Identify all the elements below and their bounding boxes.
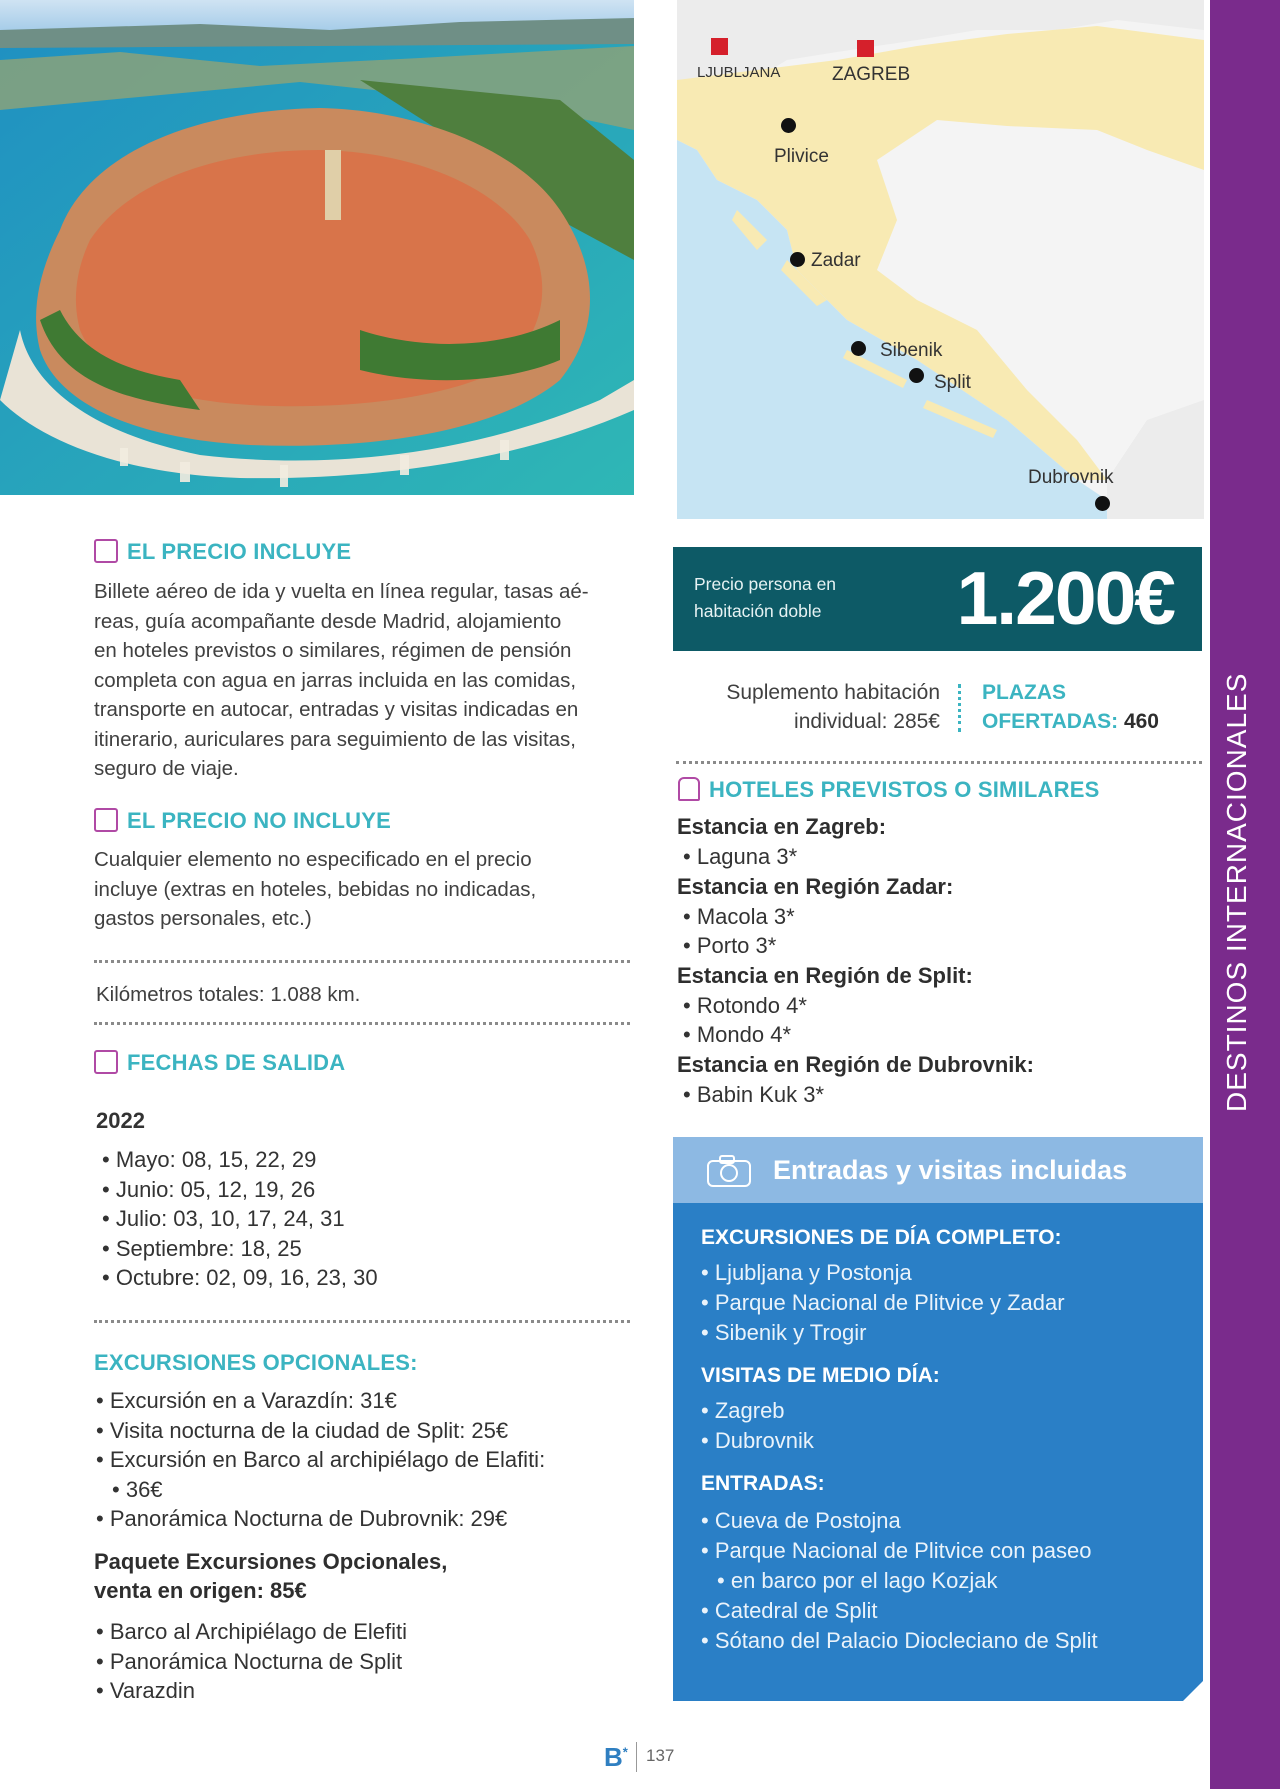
supplement-info (680, 678, 940, 736)
departures-title-row (94, 1050, 345, 1076)
brand-mark: * (622, 1744, 628, 1760)
included-title-row (94, 539, 351, 565)
page-number: 137 (646, 1746, 675, 1765)
list-item: • Excursión en Barco al archipiélago de Elafiti: (96, 1445, 636, 1475)
list-item: • Varazdin (96, 1676, 407, 1706)
city-dot (781, 118, 796, 133)
optional-title: EXCURSIONES OPCIONALES: (94, 1350, 418, 1375)
included-title: EL PRECIO INCLUYE (127, 539, 352, 564)
hotels-title: HOTELES PREVISTOS O SIMILARES (709, 777, 1100, 802)
list-item: • Octubre: 02, 09, 16, 23, 30 (102, 1263, 378, 1293)
list-item: • Barco al Archipiélago de Elefiti (96, 1617, 407, 1647)
town-aerial-image (0, 0, 634, 495)
camera-icon (706, 1154, 752, 1188)
list-item: • Babin Kuk 3* (683, 1080, 1034, 1110)
city-dot (790, 252, 805, 267)
hotel-group-items (677, 842, 1034, 872)
included-line: en hoteles previstos o similares, régimen de pensión (94, 639, 572, 662)
hotel-icon (678, 777, 700, 801)
list-item: • Dubrovnik (701, 1426, 1191, 1456)
list-item: • Porto 3* (683, 931, 1034, 961)
map-label-ljubljana: LJUBLJANA (697, 64, 781, 81)
list-item-text: en barco por el lago Kozjak (730, 1568, 998, 1593)
route-map (677, 0, 1204, 519)
package-heading-line: venta en origen: 85€ (94, 1578, 307, 1603)
brand-letter: B (604, 1742, 623, 1772)
list-item: • Parque Nacional de Plitvice con paseo (701, 1536, 1191, 1566)
box-corner-notch (1183, 1681, 1203, 1701)
list-item: • Laguna 3* (683, 842, 1034, 872)
plazas-value: 460 (1123, 710, 1159, 733)
not-included-title: EL PRECIO NO INCLUYE (127, 808, 391, 833)
price-box (673, 547, 1202, 651)
list-item: • Septiembre: 18, 25 (102, 1234, 378, 1264)
list-item: • Zagreb (701, 1396, 1191, 1426)
map-label-zadar: Zadar (811, 250, 861, 271)
divider (94, 1022, 630, 1025)
hotel-group-heading: Estancia en Región de Split: (677, 962, 973, 988)
divider (958, 684, 961, 732)
price-caption-line: Precio persona en (694, 574, 837, 594)
hotels-title-row (678, 777, 1099, 803)
half-day-title: VISITAS DE MEDIO DÍA: (701, 1364, 940, 1387)
download-tray-icon (94, 539, 118, 563)
not-included-title-row (94, 808, 391, 834)
not-included-line: Cualquier elemento no especificado en el precio (94, 848, 532, 871)
package-list (96, 1617, 407, 1706)
hotels-list (677, 812, 1034, 1109)
departures-title: FECHAS DE SALIDA (127, 1050, 346, 1075)
divider (94, 1320, 630, 1323)
map-label-sibenik: Sibenik (880, 340, 943, 361)
calendar-icon (94, 1050, 118, 1074)
city-dot (1095, 496, 1110, 511)
divider (676, 761, 1202, 764)
sidebar-label: DESTINOS INTERNACIONALES (1221, 672, 1252, 1112)
list-item: • Sibenik y Trogir (701, 1318, 1191, 1348)
included-line: itinerario, auriculares para seguimiento de las visitas, (94, 727, 576, 751)
supplement-line: individual: 285€ (794, 710, 940, 733)
departures-list (102, 1145, 378, 1293)
list-item (96, 1475, 636, 1505)
list-item-text: 36€ (125, 1476, 163, 1502)
plazas-label: OFERTADAS: (982, 710, 1119, 733)
divider (94, 960, 630, 963)
list-item: • Visita nocturna de la ciudad de Split: 25€ (96, 1416, 636, 1446)
map-label-dubrovnik: Dubrovnik (1028, 467, 1114, 488)
brand-logo (604, 1742, 628, 1773)
map-label-plivice: Plivice (774, 146, 829, 167)
plazas-info (982, 678, 1159, 736)
hotel-group-heading: Estancia en Región Zadar: (677, 873, 954, 899)
visits-title: Entradas y visitas incluidas (773, 1155, 1128, 1185)
not-included-line: incluye (extras en hoteles, bebidas no indicadas, (94, 877, 537, 901)
package-heading (94, 1547, 447, 1605)
price-value: 1.200€ (956, 556, 1174, 640)
included-line: reas, guía acompañante desde Madrid, alojamiento (94, 609, 562, 633)
visits-header (673, 1137, 1203, 1203)
list-item (701, 1566, 1191, 1596)
hotel-group-items (677, 1080, 1034, 1110)
list-item: • Mayo: 08, 15, 22, 29 (102, 1145, 378, 1175)
capital-marker (857, 40, 874, 57)
departures-year: 2022 (96, 1108, 145, 1133)
list-item: • Catedral de Split (701, 1596, 1191, 1626)
list-item: • Julio: 03, 10, 17, 24, 31 (102, 1204, 378, 1234)
hotel-group-heading: Estancia en Región de Dubrovnik: (677, 1051, 1034, 1077)
list-item: • Ljubljana y Postonja (701, 1258, 1191, 1288)
list-item: • Excursión en a Varazdín: 31€ (96, 1386, 636, 1416)
included-text (94, 577, 634, 784)
price-caption (694, 571, 874, 625)
list-item: • Sótano del Palacio Diocleciano de Split (701, 1626, 1191, 1656)
included-line: Billete aéreo de ida y vuelta en línea regular, tasas aé- (94, 580, 589, 603)
list-item: • Cueva de Postojna (701, 1506, 1191, 1536)
visits-content (701, 1226, 1191, 1656)
kilometers-total: Kilómetros totales: 1.088 km. (96, 983, 361, 1006)
entries-title: ENTRADAS: (701, 1472, 825, 1495)
hotel-group-heading: Estancia en Zagreb: (677, 814, 887, 839)
map-label-split: Split (934, 372, 971, 393)
list-item: • Panorámica Nocturna de Dubrovnik: 29€ (96, 1504, 636, 1534)
package-heading-line: Paquete Excursiones Opcionales, (94, 1549, 448, 1574)
full-day-title: EXCURSIONES DE DÍA COMPLETO: (701, 1226, 1062, 1249)
supplement-line: Suplemento habitación (726, 681, 940, 704)
half-day-list (701, 1396, 1191, 1456)
list-item: • Mondo 4* (683, 1020, 1034, 1050)
list-item: • Panorámica Nocturna de Split (96, 1647, 407, 1677)
capital-marker (711, 38, 728, 55)
full-day-list (701, 1258, 1191, 1348)
divider (636, 1742, 637, 1772)
city-dot (909, 368, 924, 383)
price-caption-line: habitación doble (694, 601, 822, 621)
list-item: • Parque Nacional de Plitvice y Zadar (701, 1288, 1191, 1318)
city-dot (851, 341, 866, 356)
list-item: • Rotondo 4* (683, 991, 1034, 1021)
included-line: transporte en autocar, entradas y visitas indicadas en (94, 698, 579, 721)
plazas-label: PLAZAS (982, 681, 1066, 704)
included-line: completa con agua en jarras incluida en las comidas, (94, 668, 577, 692)
not-included-text (94, 845, 634, 934)
included-line: seguro de viaje. (94, 757, 239, 780)
optional-list (96, 1386, 636, 1534)
hotel-group-items (677, 902, 1034, 961)
hotel-group-items (677, 991, 1034, 1050)
list-item: • Junio: 05, 12, 19, 26 (102, 1175, 378, 1205)
list-item: • Macola 3* (683, 902, 1034, 932)
map-label-zagreb: ZAGREB (832, 64, 911, 85)
upload-tray-icon (94, 808, 118, 832)
hero-photo (0, 0, 634, 495)
not-included-line: gastos personales, etc.) (94, 907, 312, 930)
entries-list (701, 1506, 1191, 1656)
